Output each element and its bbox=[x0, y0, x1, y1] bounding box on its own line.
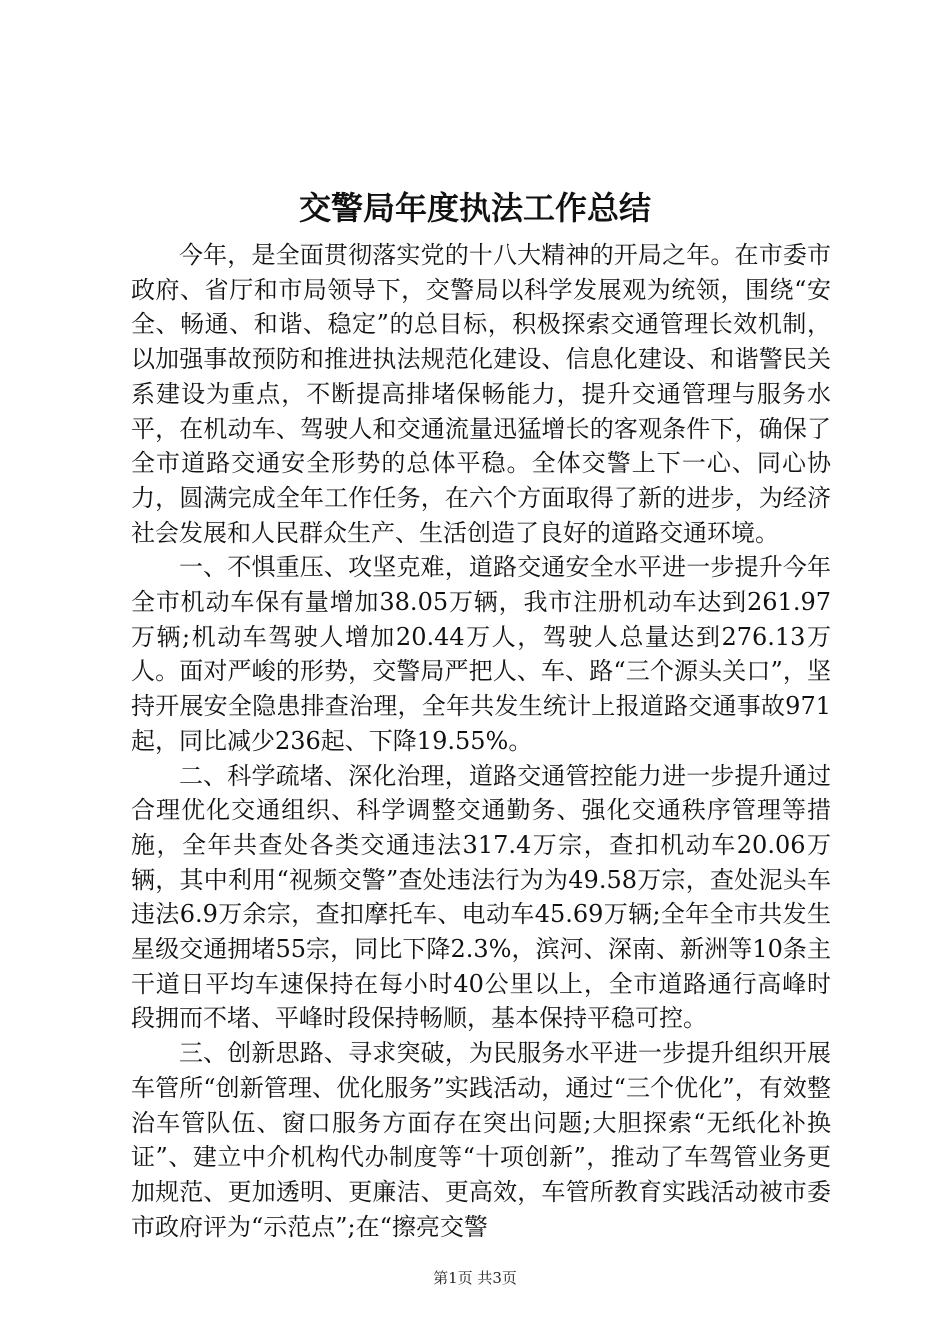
page-footer: 第1页 共3页 bbox=[433, 1269, 517, 1287]
document-title: 交警局年度执法工作总结 bbox=[298, 189, 651, 227]
paragraph-section-3: 三、创新思路、寻求突破，为民服务水平进一步提升组织开展车管所“创新管理、优化服务”实践活动，通过“三个优化”，有效整治车管队伍、窗口服务方面存在突出问题;大胆探索“无纸化补换证”、建立中介机构代办制度等“十项创新”，推动了车驾管业务更加规范、更加透明、更廉洁、更高效，车管所教育实践活动被市委市政府评为“示范点”;在“擦亮交警 bbox=[131, 1039, 831, 1241]
paragraph-section-2: 二、科学疏堵、深化治理，道路交通管控能力进一步提升通过合理优化交通组织、科学调整交通勤务、强化交通秩序管理等措施，全年共查处各类交通违法317.4万宗，查扣机动车20.06万辆，其中利用“视频交警”查处违法行为为49.58万宗，查处泥头车违法6.9万余宗，查扣摩托车、电动车45.69万辆;全年全市共发生星级交通拥堵55宗，同比下降2.3%，滨河、深南、新洲等10条主干道日平均车速保持在每小时40公里以上，全市道路通行高峰时段拥而不堵、平峰时段保持畅顺，基本保持平稳可控。 bbox=[131, 761, 831, 1033]
paragraph-intro: 今年，是全面贯彻落实党的十八大精神的开局之年。在市委市政府、省厅和市局领导下，交警局以科学发展观为统领，围绕“安全、畅通、和谐、稳定”的总目标，积极探索交通管理长效机制，以加强事故预防和推进执法规范化建设、信息化建设、和谐警民关系建设为重点，不断提高排堵保畅能力，提升交通管理与服务水平，在机动车、驾驶人和交通流量迅猛增长的客观条件下，确保了全市道路交通安全形势的总体平稳。全体交警上下一心、同心协力，圆满完成全年工作任务，在六个方面取得了新的进步，为经济社会发展和人民群众生产、生活创造了良好的道路交通环境。 bbox=[131, 241, 831, 547]
document-body bbox=[131, 238, 831, 1244]
paragraph-section-1: 一、不惧重压、攻坚克难，道路交通安全水平进一步提升今年全市机动车保有量增加38.05万辆，我市注册机动车达到261.97万辆;机动车驾驶人增加20.44万人，驾驶人总量达到276.13万人。面对严峻的形势，交警局严把人、车、路“三个源头关口”，坚持开展安全隐患排查治理，全年共发生统计上报道路交通事故971起，同比减少236起、下降19.55%。 bbox=[131, 553, 831, 755]
